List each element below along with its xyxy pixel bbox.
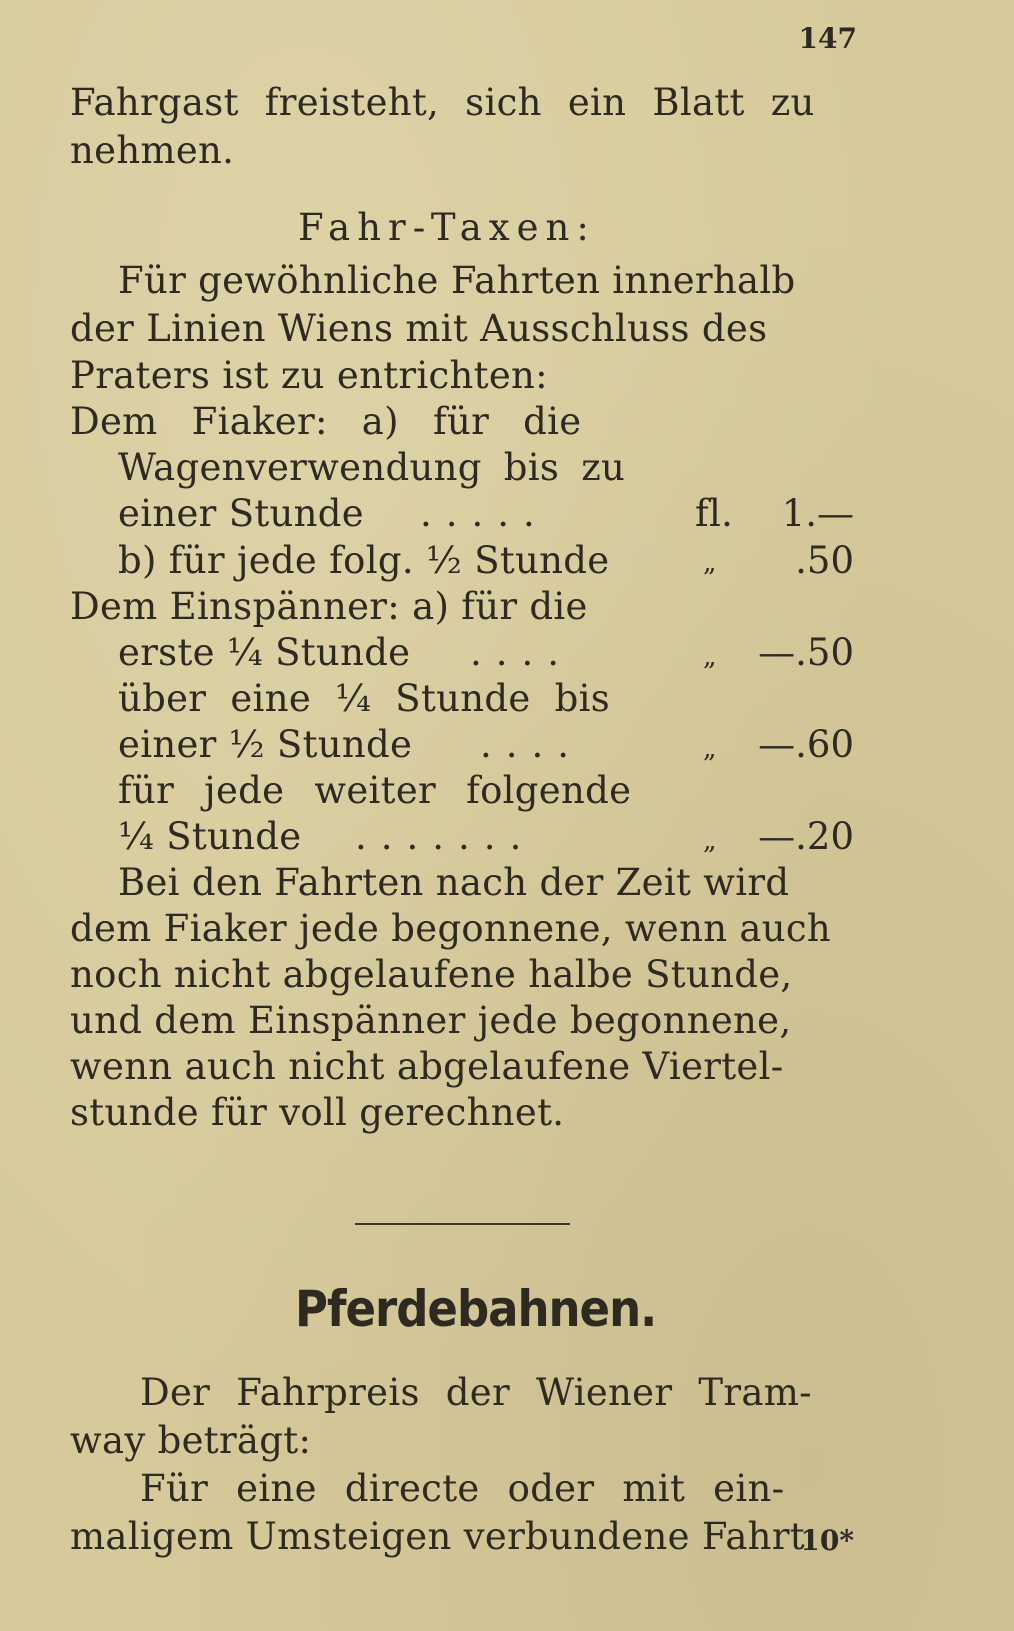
leader-dots: ....... bbox=[355, 815, 536, 858]
einspaenner-r2-ditto: „ bbox=[703, 734, 717, 764]
tramway-line2: way beträgt: bbox=[70, 1419, 312, 1462]
einspaenner-r2-price: —.60 bbox=[758, 723, 854, 766]
leader-dots: .... bbox=[480, 723, 584, 766]
section-divider bbox=[355, 1223, 570, 1225]
intro-line3: Praters ist zu entrichten: bbox=[70, 354, 548, 397]
tramway-line4: maligem Umsteigen verbundene Fahrt bbox=[70, 1515, 805, 1558]
signature-mark: 10* bbox=[800, 1524, 854, 1557]
page-number: 147 bbox=[798, 22, 857, 55]
einspaenner-r2-line1: über eine ¼ Stunde bis bbox=[118, 677, 611, 720]
einspaenner-r1-ditto: „ bbox=[703, 642, 717, 672]
fiaker-b-price: .50 bbox=[795, 539, 854, 582]
rule-line2: dem Fiaker jede begonnene, wenn auch bbox=[70, 907, 832, 950]
tramway-line1: Der Fahrpreis der Wiener Tram- bbox=[140, 1371, 812, 1414]
rule-line5: wenn auch nicht abgelaufene Viertel- bbox=[70, 1045, 784, 1088]
einspaenner-r3-ditto: „ bbox=[703, 826, 717, 856]
einspaenner-r2-label: einer ½ Stunde bbox=[118, 723, 413, 766]
para1-line1: Fahrgast freisteht, sich ein Blatt zu bbox=[70, 81, 815, 124]
intro-line2: der Linien Wiens mit Ausschluss des bbox=[70, 307, 768, 350]
einspaenner-r3-label: ¼ Stunde bbox=[118, 815, 302, 858]
section-title-fahr-taxen: Fahr-Taxen: bbox=[298, 206, 596, 249]
intro-line1: Für gewöhnliche Fahrten innerhalb bbox=[118, 259, 796, 302]
einspaenner-r1-label: erste ¼ Stunde bbox=[118, 631, 411, 674]
fiaker-b-label: b) für jede folg. ½ Stunde bbox=[118, 539, 610, 582]
fiaker-line1: Dem Fiaker: a) für die bbox=[70, 400, 582, 443]
fiaker-a-price: 1.— bbox=[781, 492, 854, 535]
rule-line6: stunde für voll gerechnet. bbox=[70, 1091, 565, 1134]
einspaenner-r1-price: —.50 bbox=[758, 631, 854, 674]
leader-dots: .... bbox=[470, 631, 574, 674]
fiaker-a-currency: fl. bbox=[695, 492, 734, 535]
fiaker-line2: Wagenverwendung bis zu bbox=[118, 446, 626, 489]
rule-line1: Bei den Fahrten nach der Zeit wird bbox=[118, 861, 790, 904]
rule-line3: noch nicht abgelaufene halbe Stunde, bbox=[70, 953, 793, 996]
fiaker-a-label: einer Stunde bbox=[118, 492, 364, 535]
rule-line4: und dem Einspänner jede begonnene, bbox=[70, 999, 792, 1042]
leader-dots: ..... bbox=[420, 492, 549, 535]
para1-line2: nehmen. bbox=[70, 129, 235, 172]
fiaker-b-ditto: „ bbox=[703, 548, 717, 578]
einspaenner-r3-price: —.20 bbox=[758, 815, 854, 858]
section-title-pferdebahnen: Pferdebahnen. bbox=[295, 1280, 657, 1338]
einspaenner-line1: Dem Einspänner: a) für die bbox=[70, 585, 588, 628]
einspaenner-r3-line1: für jede weiter folgende bbox=[118, 769, 632, 812]
tramway-line3: Für eine directe oder mit ein- bbox=[140, 1467, 785, 1510]
